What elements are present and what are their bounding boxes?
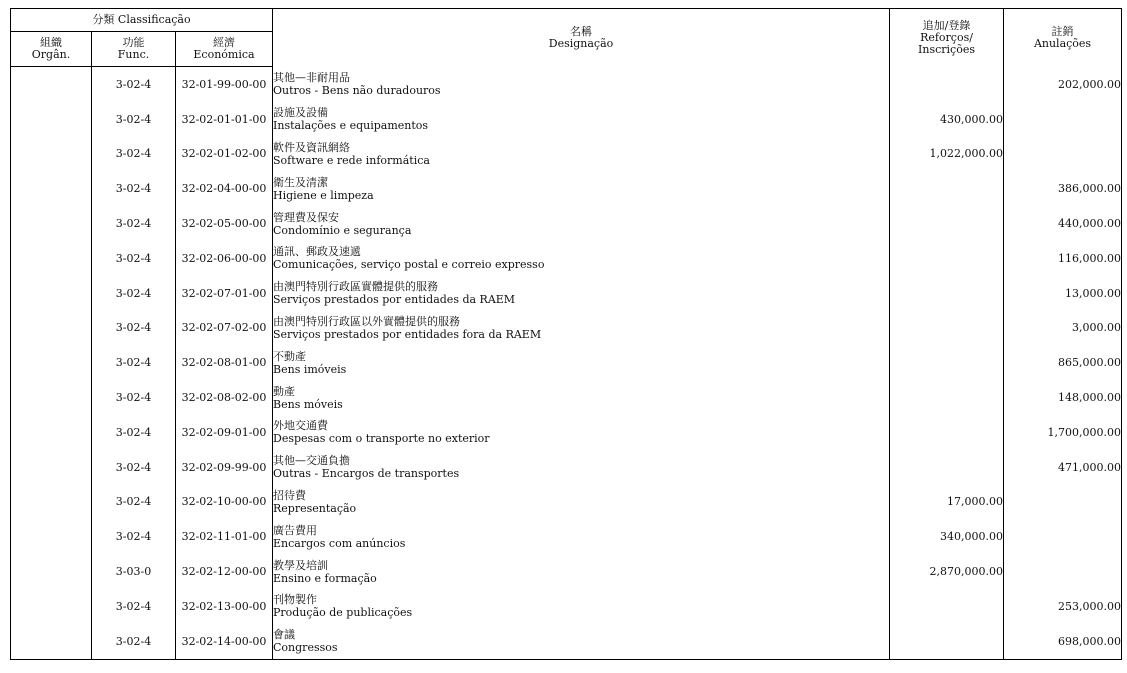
- designation-pt: Serviços prestados por entidades da RAEM: [273, 293, 516, 307]
- classification-header: 分類 Classificação: [11, 9, 273, 32]
- economic-cell: 32-02-13-00-00: [176, 589, 273, 624]
- table-row: [11, 485, 1122, 520]
- designation-zh: 會議: [273, 628, 296, 642]
- designation-zh: 不動產: [273, 349, 307, 363]
- reinforcement-cell: [890, 311, 1004, 346]
- organ-header-pt: Orgân.: [31, 48, 71, 61]
- designation-cell: [273, 380, 890, 415]
- func-cell: 3-02-4: [92, 624, 176, 659]
- organ-cell: [11, 624, 92, 659]
- designation-header: [273, 9, 890, 67]
- annulment-cell: 13,000.00: [1004, 276, 1122, 311]
- designation-zh: 廣告費用: [273, 523, 318, 537]
- reinforcement-cell: 1,022,000.00: [890, 137, 1004, 172]
- organ-cell: [11, 67, 92, 102]
- table-row: [11, 519, 1122, 554]
- func-cell: 3-02-4: [92, 380, 176, 415]
- designation-cell: [273, 589, 890, 624]
- designation-zh: 其他—非耐用品: [273, 71, 351, 85]
- annulment-cell: [1004, 519, 1122, 554]
- table-row: [11, 450, 1122, 485]
- func-header: [92, 32, 176, 67]
- organ-header: [11, 32, 92, 67]
- annulment-cell: 440,000.00: [1004, 206, 1122, 241]
- organ-cell: [11, 415, 92, 450]
- organ-cell: [11, 589, 92, 624]
- designation-cell: [273, 241, 890, 276]
- annulments-header: [1004, 9, 1122, 67]
- designation-header-zh: 名稱: [570, 24, 593, 38]
- designation-cell: [273, 519, 890, 554]
- reinforcement-cell: [890, 415, 1004, 450]
- economic-header-zh: 經濟: [213, 36, 235, 49]
- annulment-cell: [1004, 554, 1122, 589]
- table-row: [11, 67, 1122, 102]
- annulments-header-zh: 註銷: [1051, 24, 1074, 38]
- reinforcements-header: [890, 9, 1004, 67]
- economic-cell: 32-02-04-00-00: [176, 171, 273, 206]
- table-body: [11, 67, 1122, 660]
- designation-header-pt: Designação: [548, 36, 614, 50]
- reinforcements-header-pt1: Reforços/: [920, 30, 973, 44]
- economic-header-pt: Económica: [193, 48, 255, 61]
- reinforcement-cell: [890, 171, 1004, 206]
- reinforcement-cell: 430,000.00: [890, 102, 1004, 137]
- reinforcement-cell: [890, 276, 1004, 311]
- designation-zh: 衛生及清潔: [273, 175, 329, 189]
- designation-zh: 招待費: [273, 488, 307, 502]
- table-row: [11, 589, 1122, 624]
- table-row: [11, 624, 1122, 659]
- reinforcement-cell: [890, 241, 1004, 276]
- designation-pt: Ensino e formação: [273, 571, 377, 585]
- organ-cell: [11, 137, 92, 172]
- designation-pt: Serviços prestados por entidades fora da RAEM: [273, 327, 542, 341]
- reinforcement-cell: [890, 345, 1004, 380]
- designation-zh: 動產: [273, 384, 296, 398]
- designation-zh: 教學及培訓: [273, 558, 329, 572]
- economic-cell: 32-02-05-00-00: [176, 206, 273, 241]
- func-cell: 3-02-4: [92, 67, 176, 102]
- organ-header-zh: 組織: [40, 36, 62, 49]
- reinforcements-header-pt2: Inscrições: [918, 42, 975, 56]
- designation-cell: [273, 624, 890, 659]
- reinforcement-cell: [890, 450, 1004, 485]
- designation-cell: [273, 311, 890, 346]
- func-cell: 3-02-4: [92, 311, 176, 346]
- organ-cell: [11, 241, 92, 276]
- designation-pt: Bens móveis: [273, 397, 343, 411]
- organ-cell: [11, 450, 92, 485]
- func-cell: 3-02-4: [92, 171, 176, 206]
- designation-pt: Outras - Encargos de transportes: [273, 467, 460, 481]
- func-cell: 3-02-4: [92, 485, 176, 520]
- economic-cell: 32-02-14-00-00: [176, 624, 273, 659]
- designation-zh: 刊物製作: [273, 593, 318, 607]
- table-row: [11, 241, 1122, 276]
- func-header-zh: 功能: [122, 36, 145, 49]
- organ-cell: [11, 380, 92, 415]
- annulment-cell: 116,000.00: [1004, 241, 1122, 276]
- organ-cell: [11, 102, 92, 137]
- economic-cell: 32-02-06-00-00: [176, 241, 273, 276]
- func-cell: 3-02-4: [92, 415, 176, 450]
- annulments-header-pt: Anulações: [1033, 36, 1092, 50]
- organ-cell: [11, 276, 92, 311]
- designation-zh: 由澳門特別行政區以外實體提供的服務: [273, 314, 461, 328]
- designation-zh: 設施及設備: [273, 106, 329, 120]
- func-header-pt: Func.: [117, 48, 150, 61]
- economic-cell: 32-02-11-01-00: [176, 519, 273, 554]
- designation-cell: [273, 171, 890, 206]
- designation-pt: Higiene e limpeza: [273, 188, 374, 202]
- economic-cell: 32-02-07-02-00: [176, 311, 273, 346]
- table-header: [11, 9, 1122, 67]
- designation-cell: [273, 102, 890, 137]
- economic-cell: 32-01-99-00-00: [176, 67, 273, 102]
- table-row: [11, 380, 1122, 415]
- annulment-cell: 1,700,000.00: [1004, 415, 1122, 450]
- table-row: [11, 102, 1122, 137]
- table-row: [11, 415, 1122, 450]
- designation-pt: Representação: [273, 501, 357, 515]
- table-row: [11, 311, 1122, 346]
- economic-cell: 32-02-08-02-00: [176, 380, 273, 415]
- annulment-cell: [1004, 137, 1122, 172]
- designation-pt: Condomínio e segurança: [273, 223, 412, 237]
- organ-cell: [11, 485, 92, 520]
- designation-zh: 軟件及資訊網絡: [273, 140, 351, 154]
- organ-cell: [11, 345, 92, 380]
- organ-cell: [11, 554, 92, 589]
- annulment-cell: 3,000.00: [1004, 311, 1122, 346]
- func-cell: 3-02-4: [92, 137, 176, 172]
- economic-cell: 32-02-07-01-00: [176, 276, 273, 311]
- table-row: [11, 171, 1122, 206]
- designation-zh: 其他—交通負擔: [273, 454, 351, 468]
- reinforcement-cell: [890, 380, 1004, 415]
- designation-cell: [273, 276, 890, 311]
- annulment-cell: 148,000.00: [1004, 380, 1122, 415]
- economic-cell: 32-02-10-00-00: [176, 485, 273, 520]
- annulment-cell: 386,000.00: [1004, 171, 1122, 206]
- func-cell: 3-02-4: [92, 450, 176, 485]
- table-row: [11, 345, 1122, 380]
- annulment-cell: 202,000.00: [1004, 67, 1122, 102]
- designation-zh: 管理費及保安: [273, 210, 340, 224]
- reinforcements-header-zh: 追加/登錄: [922, 18, 971, 32]
- annulment-cell: 865,000.00: [1004, 345, 1122, 380]
- reinforcement-cell: 2,870,000.00: [890, 554, 1004, 589]
- budget-table: [10, 8, 1122, 660]
- annulment-cell: 253,000.00: [1004, 589, 1122, 624]
- annulment-cell: 698,000.00: [1004, 624, 1122, 659]
- func-cell: 3-03-0: [92, 554, 176, 589]
- organ-cell: [11, 311, 92, 346]
- table-row: [11, 554, 1122, 589]
- table-row: [11, 276, 1122, 311]
- organ-cell: [11, 171, 92, 206]
- func-cell: 3-02-4: [92, 589, 176, 624]
- economic-cell: 32-02-01-02-00: [176, 137, 273, 172]
- economic-cell: 32-02-01-01-00: [176, 102, 273, 137]
- func-cell: 3-02-4: [92, 276, 176, 311]
- reinforcement-cell: 17,000.00: [890, 485, 1004, 520]
- func-cell: 3-02-4: [92, 345, 176, 380]
- designation-zh: 外地交通費: [273, 419, 329, 433]
- designation-cell: [273, 415, 890, 450]
- annulment-cell: [1004, 102, 1122, 137]
- annulment-cell: 471,000.00: [1004, 450, 1122, 485]
- table-row: [11, 206, 1122, 241]
- reinforcement-cell: [890, 67, 1004, 102]
- func-cell: 3-02-4: [92, 241, 176, 276]
- designation-cell: [273, 554, 890, 589]
- economic-cell: 32-02-09-99-00: [176, 450, 273, 485]
- economic-header: [176, 32, 273, 67]
- designation-pt: Software e rede informática: [273, 153, 430, 167]
- designation-pt: Congressos: [273, 641, 338, 655]
- designation-pt: Encargos com anúncios: [273, 536, 406, 550]
- reinforcement-cell: [890, 624, 1004, 659]
- designation-pt: Bens imóveis: [273, 362, 347, 376]
- economic-cell: 32-02-08-01-00: [176, 345, 273, 380]
- designation-cell: [273, 67, 890, 102]
- organ-cell: [11, 519, 92, 554]
- designation-cell: [273, 485, 890, 520]
- func-cell: 3-02-4: [92, 102, 176, 137]
- designation-cell: [273, 137, 890, 172]
- designation-pt: Comunicações, serviço postal e correio expresso: [273, 258, 545, 272]
- designation-cell: [273, 450, 890, 485]
- annulment-cell: [1004, 485, 1122, 520]
- designation-zh: 由澳門特別行政區實體提供的服務: [273, 280, 439, 294]
- table-row: [11, 137, 1122, 172]
- economic-cell: 32-02-12-00-00: [176, 554, 273, 589]
- reinforcement-cell: [890, 206, 1004, 241]
- designation-pt: Despesas com o transporte no exterior: [273, 432, 490, 446]
- designation-cell: [273, 345, 890, 380]
- designation-cell: [273, 206, 890, 241]
- economic-cell: 32-02-09-01-00: [176, 415, 273, 450]
- reinforcement-cell: [890, 589, 1004, 624]
- designation-pt: Outros - Bens não duradouros: [273, 84, 441, 98]
- func-cell: 3-02-4: [92, 519, 176, 554]
- designation-pt: Instalações e equipamentos: [273, 119, 429, 133]
- designation-pt: Produção de publicações: [273, 606, 413, 620]
- func-cell: 3-02-4: [92, 206, 176, 241]
- organ-cell: [11, 206, 92, 241]
- designation-zh: 通訊、郵政及速遞: [273, 245, 362, 259]
- reinforcement-cell: 340,000.00: [890, 519, 1004, 554]
